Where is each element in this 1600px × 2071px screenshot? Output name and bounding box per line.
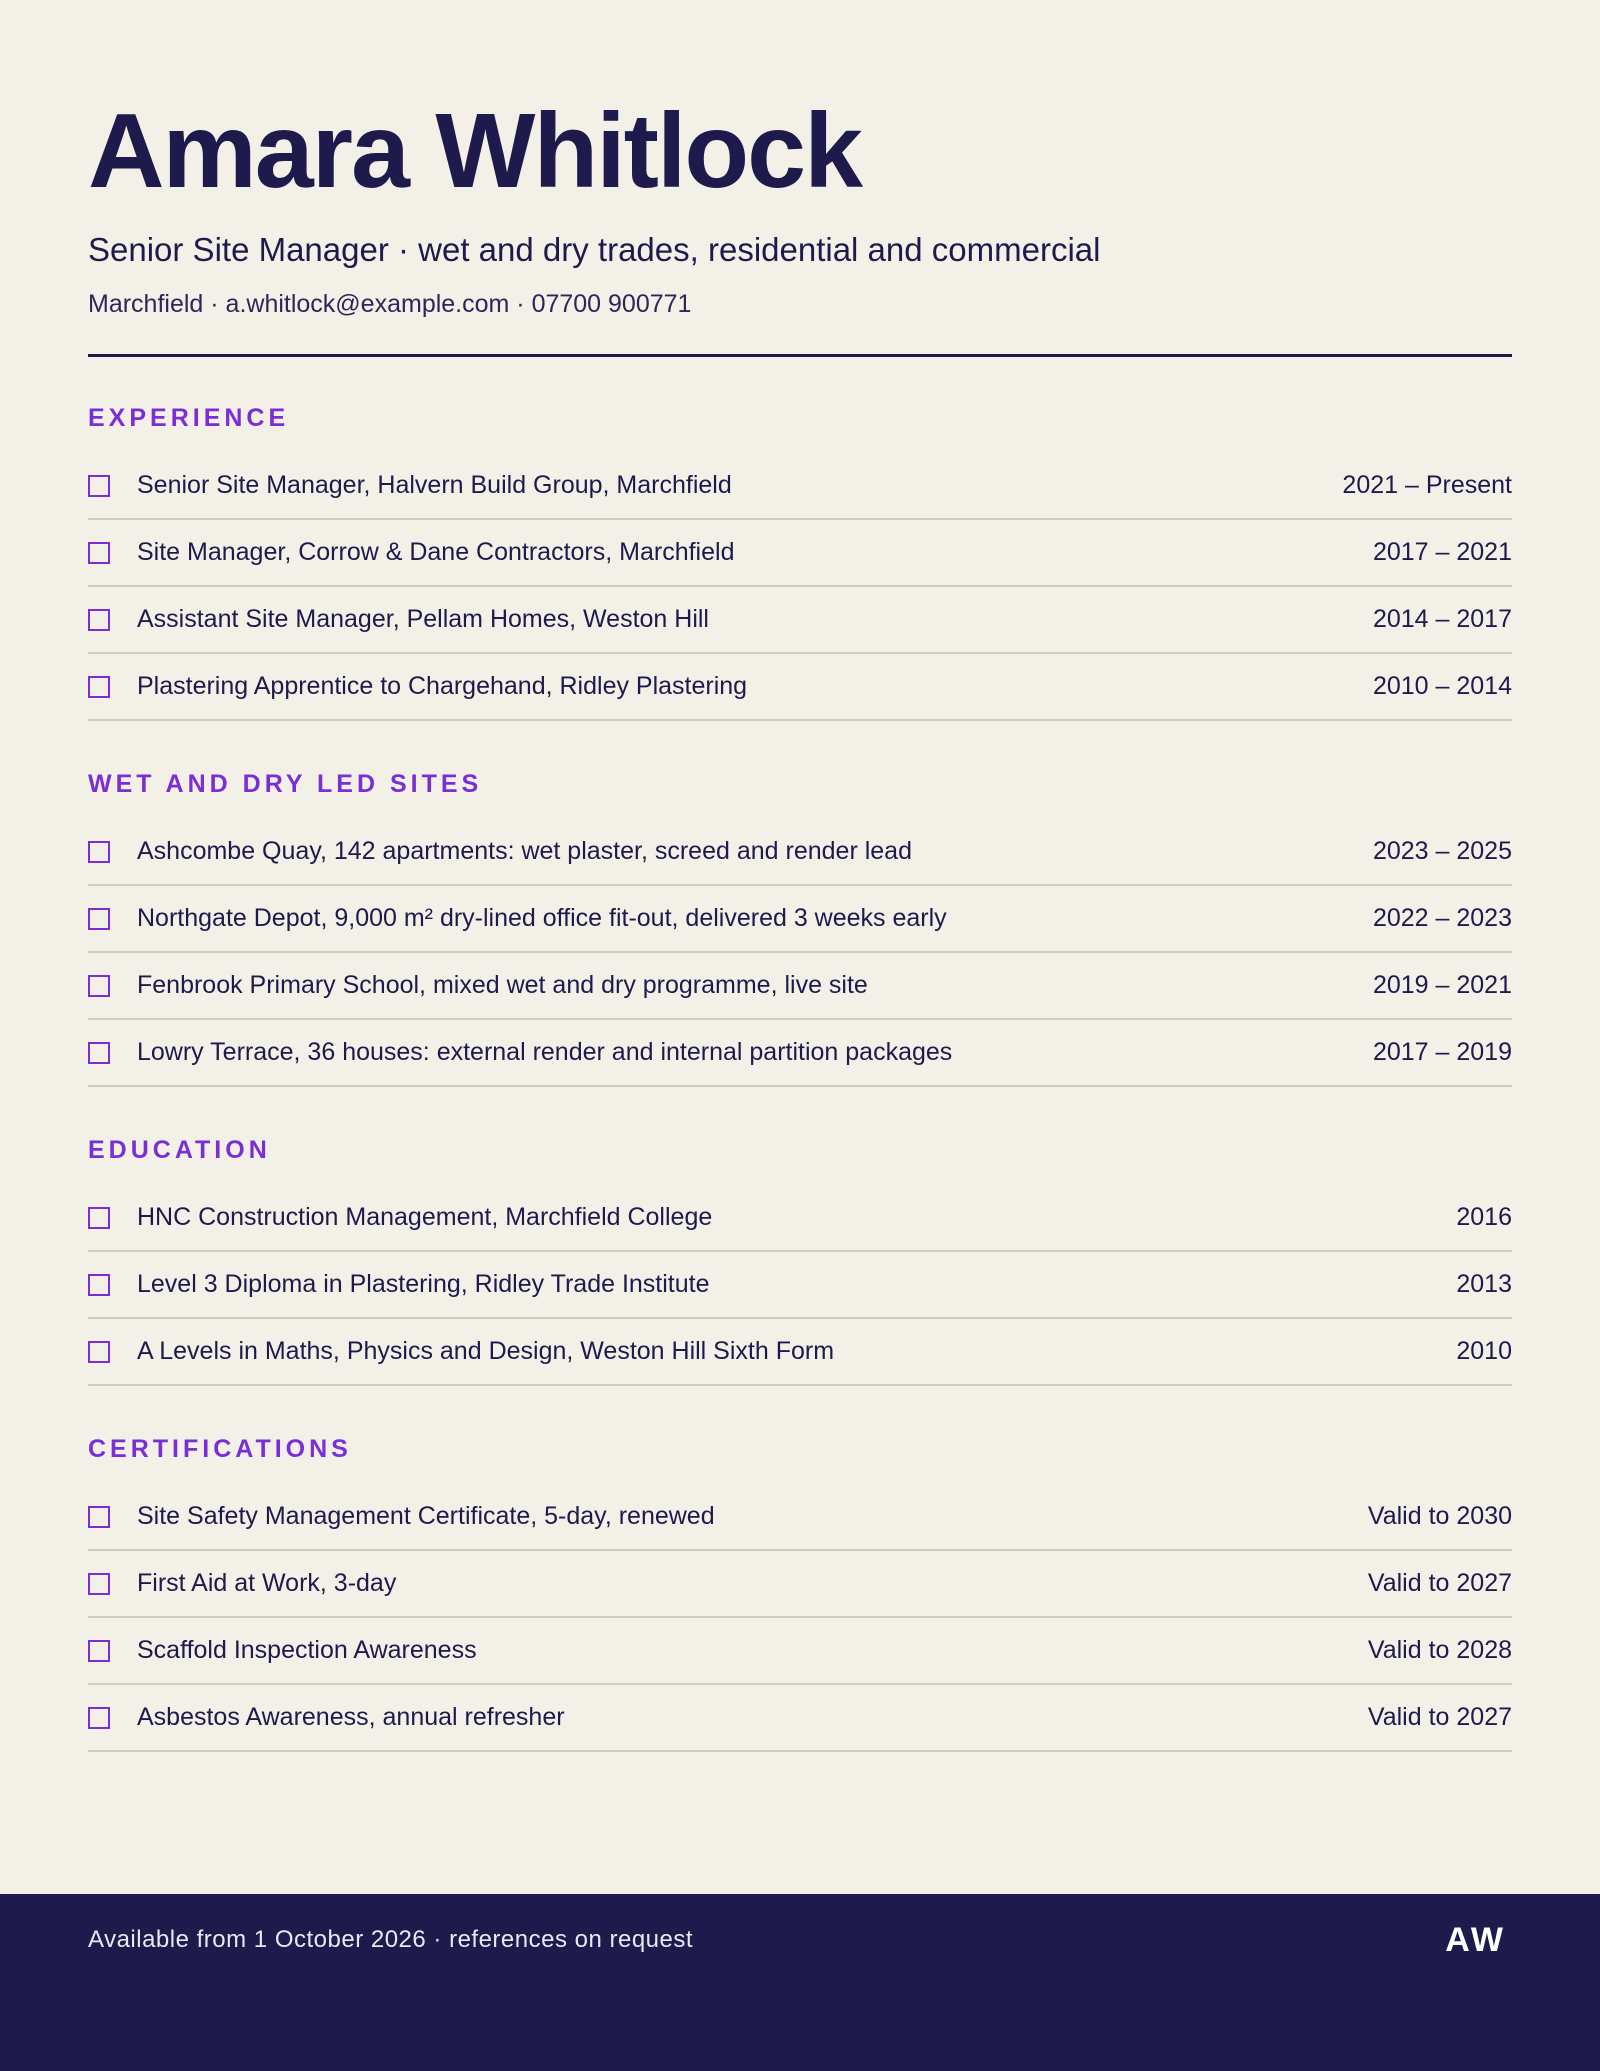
contact-line: Marchfield · a.whitlock@example.com · 07700 900771 bbox=[88, 290, 692, 318]
checkbox-icon[interactable] bbox=[88, 676, 110, 698]
item-text: Lowry Terrace, 36 houses: external render and internal partition packages bbox=[137, 1038, 953, 1066]
item-date: Valid to 2028 bbox=[1367, 1636, 1512, 1664]
item-date: 2013 bbox=[1456, 1270, 1512, 1298]
list-item bbox=[88, 1319, 1512, 1386]
item-text: Plastering Apprentice to Chargehand, Ridley Plastering bbox=[137, 672, 748, 700]
section-title: WET AND DRY LED SITES bbox=[88, 770, 483, 798]
item-date: 2017 – 2019 bbox=[1372, 1038, 1512, 1066]
item-date: 2010 bbox=[1456, 1337, 1512, 1365]
resume-page bbox=[88, 0, 1512, 1752]
section-list bbox=[88, 1185, 1512, 1386]
item-date: Valid to 2027 bbox=[1367, 1569, 1512, 1597]
item-text: Ashcombe Quay, 142 apartments: wet plaster, screed and render lead bbox=[137, 837, 912, 865]
checkbox-icon[interactable] bbox=[88, 908, 110, 930]
checkbox-icon[interactable] bbox=[88, 1042, 110, 1064]
checkbox-icon[interactable] bbox=[88, 542, 110, 564]
item-date: Valid to 2027 bbox=[1367, 1703, 1512, 1731]
list-item bbox=[88, 1618, 1512, 1685]
checkbox-icon[interactable] bbox=[88, 1274, 110, 1296]
checkbox-icon[interactable] bbox=[88, 1341, 110, 1363]
section-list bbox=[88, 453, 1512, 721]
section-title: EXPERIENCE bbox=[88, 404, 290, 432]
list-item bbox=[88, 953, 1512, 1020]
checkbox-icon[interactable] bbox=[88, 841, 110, 863]
list-item bbox=[88, 520, 1512, 587]
section-title: CERTIFICATIONS bbox=[88, 1435, 352, 1463]
item-text: Assistant Site Manager, Pellam Homes, Weston Hill bbox=[137, 605, 709, 633]
candidate-headline: Senior Site Manager · wet and dry trades, residential and commercial bbox=[88, 231, 1101, 268]
item-text: Fenbrook Primary School, mixed wet and dry programme, live site bbox=[137, 971, 868, 999]
item-text: HNC Construction Management, Marchfield College bbox=[137, 1203, 713, 1231]
item-date: 2022 – 2023 bbox=[1372, 904, 1512, 932]
checkbox-icon[interactable] bbox=[88, 609, 110, 631]
candidate-name: Amara Whitlock bbox=[88, 92, 862, 210]
list-item bbox=[88, 587, 1512, 654]
checkbox-icon[interactable] bbox=[88, 975, 110, 997]
item-text: Level 3 Diploma in Plastering, Ridley Trade Institute bbox=[137, 1270, 710, 1298]
list-item bbox=[88, 654, 1512, 721]
section-list bbox=[88, 819, 1512, 1087]
list-item bbox=[88, 1185, 1512, 1252]
list-item bbox=[88, 819, 1512, 886]
section-experience bbox=[88, 403, 1512, 721]
section-education bbox=[88, 1135, 1512, 1386]
item-date: 2023 – 2025 bbox=[1372, 837, 1512, 865]
list-item bbox=[88, 1252, 1512, 1319]
item-text: Site Safety Management Certificate, 5-day, renewed bbox=[137, 1502, 715, 1530]
item-text: Scaffold Inspection Awareness bbox=[137, 1636, 477, 1664]
item-date: 2014 – 2017 bbox=[1372, 605, 1512, 633]
item-text: Asbestos Awareness, annual refresher bbox=[137, 1703, 565, 1731]
checkbox-icon[interactable] bbox=[88, 1640, 110, 1662]
availability-note: Available from 1 October 2026 · references on request bbox=[88, 1926, 694, 1953]
list-item bbox=[88, 886, 1512, 953]
item-date: Valid to 2030 bbox=[1367, 1502, 1512, 1530]
list-item bbox=[88, 1551, 1512, 1618]
item-text: Northgate Depot, 9,000 m² dry-lined office fit-out, delivered 3 weeks early bbox=[137, 904, 947, 932]
item-text: Site Manager, Corrow & Dane Contractors, Marchfield bbox=[137, 538, 735, 566]
list-item bbox=[88, 1685, 1512, 1752]
item-date: 2017 – 2021 bbox=[1372, 538, 1512, 566]
checkbox-icon[interactable] bbox=[88, 1207, 110, 1229]
resume-sections bbox=[88, 403, 1512, 1752]
section-title: EDUCATION bbox=[88, 1136, 271, 1164]
list-item bbox=[88, 1484, 1512, 1551]
section-certifications bbox=[88, 1434, 1512, 1752]
item-text: First Aid at Work, 3-day bbox=[137, 1569, 397, 1597]
checkbox-icon[interactable] bbox=[88, 1707, 110, 1729]
item-date: 2016 bbox=[1456, 1203, 1512, 1231]
checkbox-icon[interactable] bbox=[88, 475, 110, 497]
section-list bbox=[88, 1484, 1512, 1752]
checkbox-icon[interactable] bbox=[88, 1506, 110, 1528]
item-text: Senior Site Manager, Halvern Build Group, Marchfield bbox=[137, 471, 732, 499]
item-text: A Levels in Maths, Physics and Design, Weston Hill Sixth Form bbox=[137, 1337, 835, 1365]
footer-bar bbox=[0, 1894, 1600, 2071]
item-date: 2021 – Present bbox=[1342, 471, 1512, 499]
section-wet-and-dry-led-sites bbox=[88, 769, 1512, 1087]
checkbox-icon[interactable] bbox=[88, 1573, 110, 1595]
list-item bbox=[88, 1020, 1512, 1087]
monogram: AW bbox=[1445, 1921, 1506, 1959]
list-item bbox=[88, 453, 1512, 520]
item-date: 2010 – 2014 bbox=[1372, 672, 1512, 700]
item-date: 2019 – 2021 bbox=[1372, 971, 1512, 999]
header-divider bbox=[88, 354, 1512, 357]
